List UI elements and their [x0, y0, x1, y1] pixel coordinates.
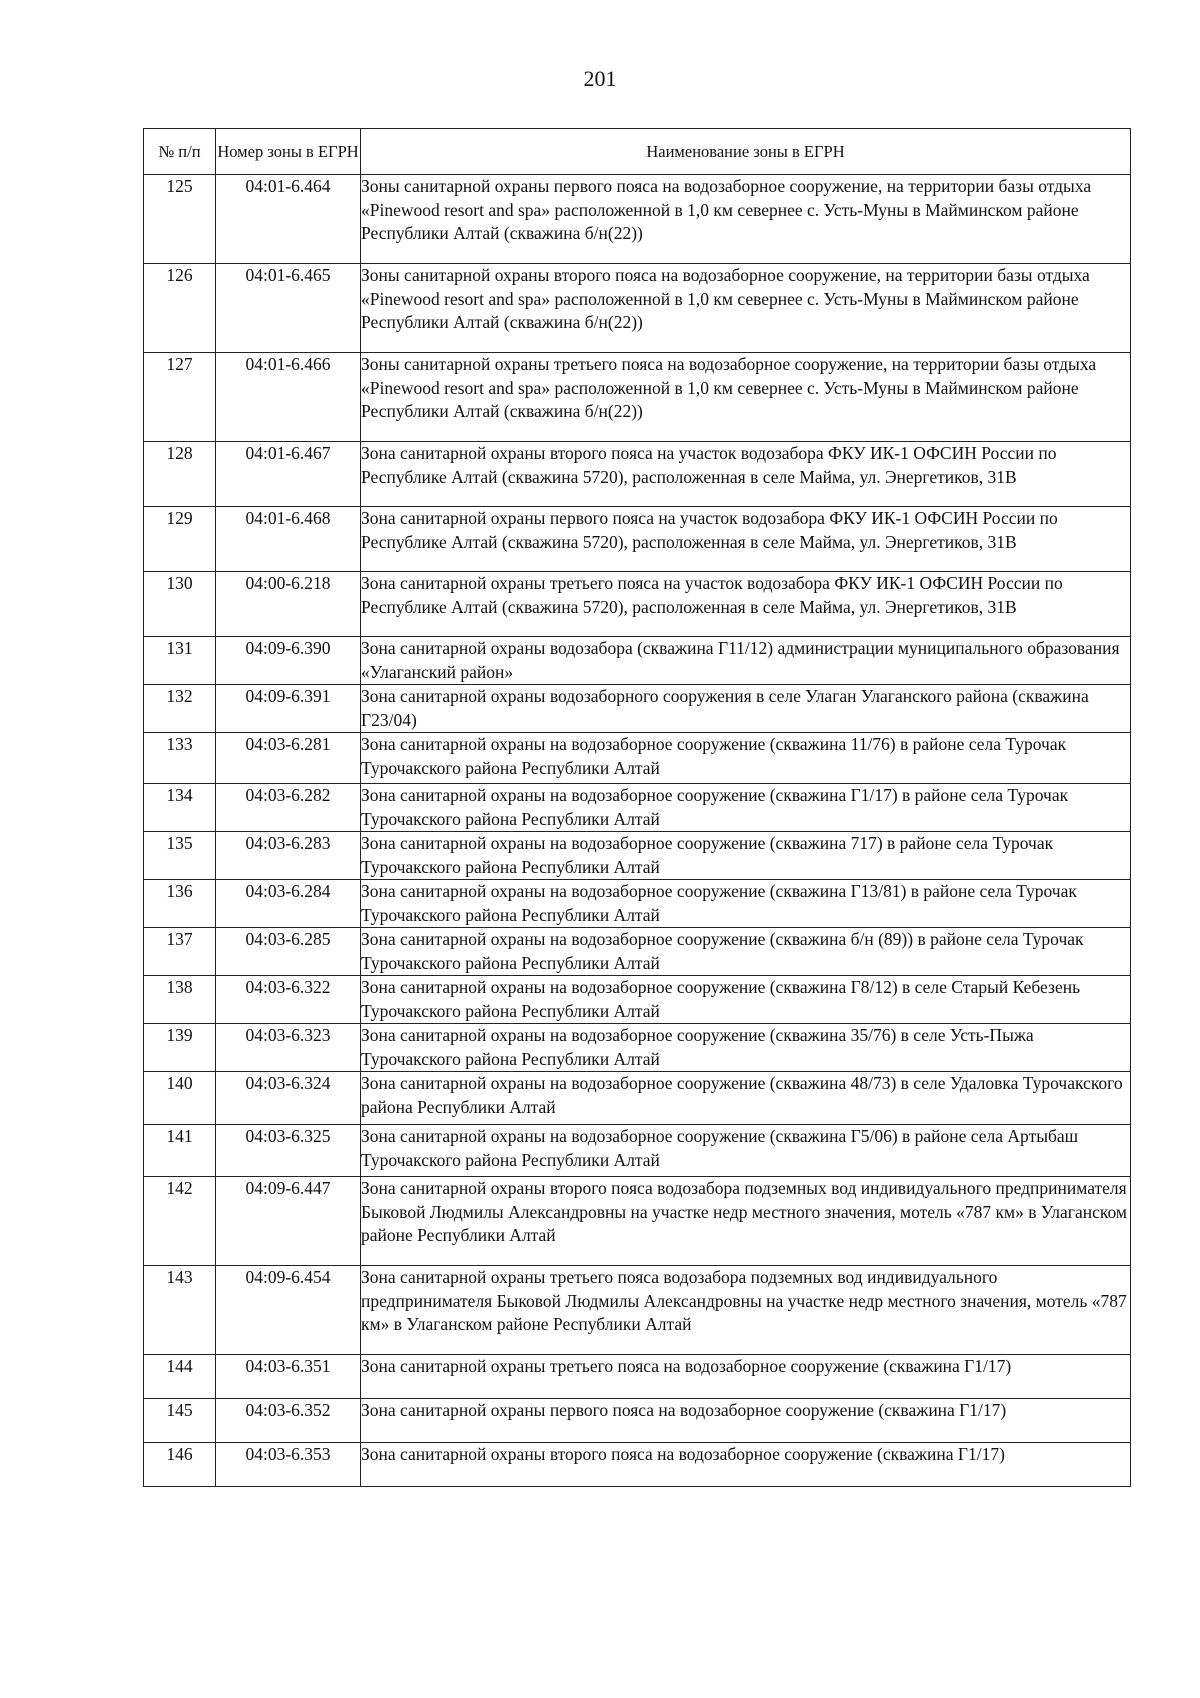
table-row: [144, 1399, 1131, 1443]
table-row: [144, 1266, 1131, 1355]
zone-name: Зона санитарной охраны второго пояса водозабора подземных вод индивидуального предпринимателя Быковой Людмилы Александровны на участке недр местного значения, мотель «787 км» в Улаганском районе Республики Алтай: [361, 1177, 1131, 1266]
zone-code: 04:03-6.322: [216, 976, 361, 1024]
zone-name: Зона санитарной охраны второго пояса на водозаборное сооружение (скважина Г1/17): [361, 1443, 1131, 1487]
zone-name: Зона санитарной охраны второго пояса на участок водозабора ФКУ ИК-1 ОФСИН России по Республике Алтай (скважина 5720), расположенная в селе Майма, ул. Энергетиков, 31В: [361, 442, 1131, 507]
row-number: 144: [144, 1355, 216, 1399]
row-number: 131: [144, 637, 216, 685]
table-row: [144, 637, 1131, 685]
zone-code: 04:01-6.467: [216, 442, 361, 507]
table-row: [144, 976, 1131, 1024]
row-number: 137: [144, 928, 216, 976]
zone-name: Зона санитарной охраны на водозаборное сооружение (скважина Г8/12) в селе Старый Кебезень Турочакского района Республики Алтай: [361, 976, 1131, 1024]
zone-code: 04:09-6.454: [216, 1266, 361, 1355]
zone-name: Зона санитарной охраны третьего пояса водозабора подземных вод индивидуального предпринимателя Быковой Людмилы Александровны на участке недр местного значения, мотель «787 км» в Улаганском районе Республики Алтай: [361, 1266, 1131, 1355]
zone-name: Зона санитарной охраны на водозаборное сооружение (скважина б/н (89)) в районе села Турочак Турочакского района Республики Алтай: [361, 928, 1131, 976]
zone-code: 04:09-6.390: [216, 637, 361, 685]
row-number: 146: [144, 1443, 216, 1487]
table-row: [144, 1125, 1131, 1177]
table-row: [144, 784, 1131, 832]
zone-code: 04:03-6.282: [216, 784, 361, 832]
row-number: 139: [144, 1024, 216, 1072]
zone-name: Зона санитарной охраны на водозаборное сооружение (скважина 717) в районе села Турочак Турочакского района Республики Алтай: [361, 832, 1131, 880]
zone-name: Зона санитарной охраны первого пояса на водозаборное сооружение (скважина Г1/17): [361, 1399, 1131, 1443]
zone-code: 04:03-6.281: [216, 733, 361, 784]
table-row: [144, 1355, 1131, 1399]
row-number: 133: [144, 733, 216, 784]
row-number: 128: [144, 442, 216, 507]
header-name: Наименование зоны в ЕГРН: [361, 129, 1131, 175]
zone-name: Зона санитарной охраны на водозаборное сооружение (скважина 35/76) в селе Усть-Пыжа Турочакского района Республики Алтай: [361, 1024, 1131, 1072]
page-number: 201: [583, 66, 617, 91]
table-row: [144, 1443, 1131, 1487]
zone-code: 04:03-6.351: [216, 1355, 361, 1399]
table-row: [144, 1177, 1131, 1266]
table-row: [144, 733, 1131, 784]
row-number: 130: [144, 572, 216, 637]
table-row: [144, 685, 1131, 733]
zone-name: Зоны санитарной охраны второго пояса на водозаборное сооружение, на территории базы отдыха «Pinewood resort and spa» расположенной в 1,0 км севернее с. Усть-Муны в Майминском районе Республики Алтай (скважина б/н(22)): [361, 264, 1131, 353]
zone-code: 04:03-6.284: [216, 880, 361, 928]
zone-name: Зона санитарной охраны на водозаборное сооружение (скважина Г13/81) в районе села Турочак Турочакского района Республики Алтай: [361, 880, 1131, 928]
zone-name: Зона санитарной охраны первого пояса на участок водозабора ФКУ ИК-1 ОФСИН России по Республике Алтай (скважина 5720), расположенная в селе Майма, ул. Энергетиков, 31В: [361, 507, 1131, 572]
header-num: № п/п: [144, 129, 216, 175]
zone-name: Зона санитарной охраны на водозаборное сооружение (скважина 48/73) в селе Удаловка Турочакского района Республики Алтай: [361, 1072, 1131, 1125]
zone-name: Зона санитарной охраны водозабора (скважина Г11/12) администрации муниципального образования «Улаганский район»: [361, 637, 1131, 685]
zone-code: 04:03-6.283: [216, 832, 361, 880]
zone-code: 04:03-6.352: [216, 1399, 361, 1443]
zone-code: 04:09-6.447: [216, 1177, 361, 1266]
table-row: [144, 353, 1131, 442]
table-header-row: [144, 129, 1131, 175]
table-row: [144, 264, 1131, 353]
row-number: 136: [144, 880, 216, 928]
row-number: 143: [144, 1266, 216, 1355]
table-row: [144, 442, 1131, 507]
table-body: [144, 175, 1131, 1487]
zone-name: Зона санитарной охраны на водозаборное сооружение (скважина Г1/17) в районе села Турочак Турочакского района Республики Алтай: [361, 784, 1131, 832]
zone-name: Зона санитарной охраны водозаборного сооружения в селе Улаган Улаганского района (скважина Г23/04): [361, 685, 1131, 733]
row-number: 134: [144, 784, 216, 832]
zone-name: Зоны санитарной охраны первого пояса на водозаборное сооружение, на территории базы отдыха «Pinewood resort and spa» расположенной в 1,0 км севернее с. Усть-Муны в Майминском районе Республики Алтай (скважина б/н(22)): [361, 175, 1131, 264]
zone-code: 04:01-6.466: [216, 353, 361, 442]
row-number: 127: [144, 353, 216, 442]
zones-table: [143, 128, 1131, 1487]
zone-name: Зона санитарной охраны третьего пояса на водозаборное сооружение (скважина Г1/17): [361, 1355, 1131, 1399]
table-row: [144, 832, 1131, 880]
row-number: 138: [144, 976, 216, 1024]
row-number: 141: [144, 1125, 216, 1177]
zone-name: Зона санитарной охраны на водозаборное сооружение (скважина 11/76) в районе села Турочак Турочакского района Республики Алтай: [361, 733, 1131, 784]
zone-code: 04:03-6.324: [216, 1072, 361, 1125]
zone-code: 04:03-6.323: [216, 1024, 361, 1072]
zone-code: 04:03-6.325: [216, 1125, 361, 1177]
row-number: 142: [144, 1177, 216, 1266]
zone-code: 04:01-6.465: [216, 264, 361, 353]
table-row: [144, 572, 1131, 637]
row-number: 132: [144, 685, 216, 733]
row-number: 135: [144, 832, 216, 880]
zone-code: 04:01-6.468: [216, 507, 361, 572]
zone-code: 04:03-6.353: [216, 1443, 361, 1487]
row-number: 145: [144, 1399, 216, 1443]
zone-code: 04:01-6.464: [216, 175, 361, 264]
table-row: [144, 1072, 1131, 1125]
zone-code: 04:00-6.218: [216, 572, 361, 637]
zone-name: Зона санитарной охраны на водозаборное сооружение (скважина Г5/06) в районе села Артыбаш Турочакского района Республики Алтай: [361, 1125, 1131, 1177]
header-code: Номер зоны в ЕГРН: [216, 129, 361, 175]
zone-code: 04:09-6.391: [216, 685, 361, 733]
table-row: [144, 880, 1131, 928]
table-row: [144, 507, 1131, 572]
zone-code: 04:03-6.285: [216, 928, 361, 976]
zone-name: Зона санитарной охраны третьего пояса на участок водозабора ФКУ ИК-1 ОФСИН России по Республике Алтай (скважина 5720), расположенная в селе Майма, ул. Энергетиков, 31В: [361, 572, 1131, 637]
row-number: 140: [144, 1072, 216, 1125]
row-number: 125: [144, 175, 216, 264]
table-row: [144, 1024, 1131, 1072]
table-row: [144, 175, 1131, 264]
row-number: 129: [144, 507, 216, 572]
row-number: 126: [144, 264, 216, 353]
zone-name: Зоны санитарной охраны третьего пояса на водозаборное сооружение, на территории базы отдыха «Pinewood resort and spa» расположенной в 1,0 км севернее с. Усть-Муны в Майминском районе Республики Алтай (скважина б/н(22)): [361, 353, 1131, 442]
table-row: [144, 928, 1131, 976]
